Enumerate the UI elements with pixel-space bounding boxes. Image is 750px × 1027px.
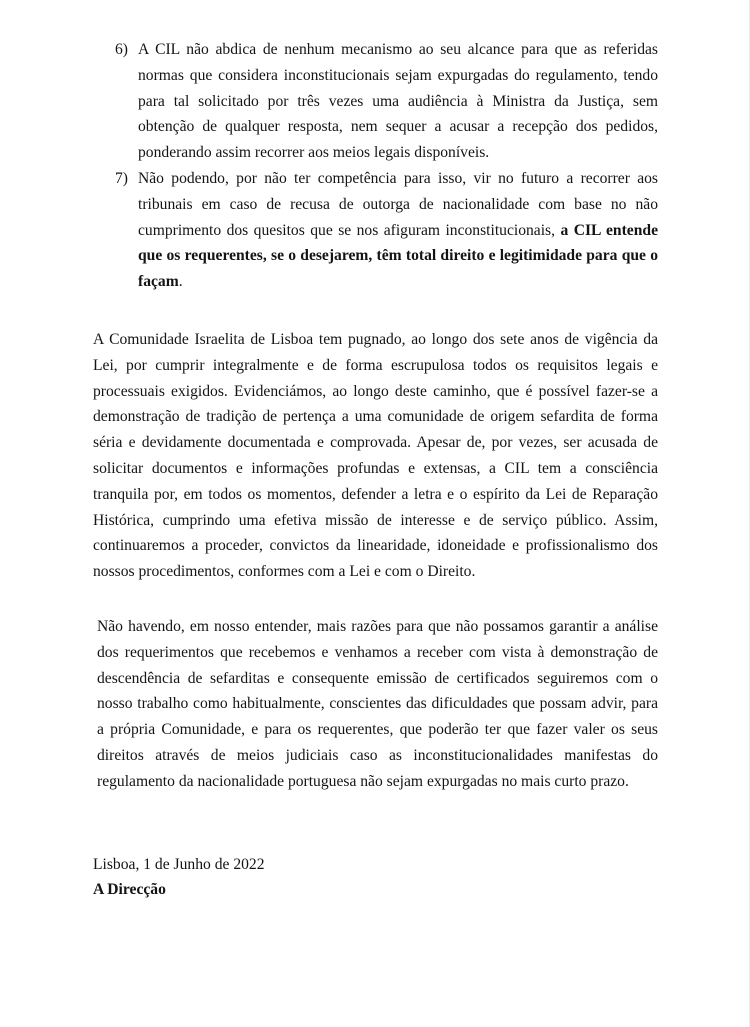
spacer [93, 295, 658, 327]
list-item-7 [93, 166, 658, 295]
list-number: 7) [115, 169, 128, 187]
document-body [93, 37, 658, 903]
list-item-text-end: . [178, 273, 183, 291]
list-item-text: Não podendo, por não ter competência para isso, vir no futuro a recorrer aos tribunais em caso de recusa de outorga de nacionalidade com base no não cumprimento dos quesitos que se nos afiguram inconstitucionais, [138, 169, 658, 239]
list-item-bold-text: a CIL entende que os requerentes, se o desejarem, têm total direito e legitimidade para que o façam [138, 221, 658, 291]
spacer [93, 585, 658, 614]
list-item-6 [93, 37, 658, 166]
list-item-text: A CIL não abdica de nenhum mecanismo ao seu alcance para que as referidas normas que considera inconstitucionais sejam expurgadas do regulamento, tendo para tal solicitado por três vezes uma audiência à Ministra da Justiça, sem obtenção de qualquer resposta, nem sequer a acusar a recepção dos pedidos, ponderando assim recorrer aos meios legais disponíveis. [138, 41, 658, 162]
paragraph-cil-compliance: A Comunidade Israelita de Lisboa tem pugnado, ao longo dos sete anos de vigência da Lei, por cumprir integralmente e de forma escrupulosa todos os requisitos legais e processuais exigidos. Evidenciámos, ao longo deste caminho, que é possível fazer-se a demonstração de tradição de pertença a uma comunidade de origem sefardita de forma séria e devidamente documentada e comprovada. Apesar de, por vezes, ser acusada de solicitar documentos e informações profundas e extensas, a CIL tem a consciência tranquila por, em todos os momentos, defender a letra e o espírito da Lei de Reparação Histórica, cumprindo uma efetiva missão de interesse e de serviço público. Assim, continuaremos a proceder, convictos da linearidade, idoneidade e profissionalismo dos nossos procedimentos, conformes com a Lei e com o Direito. [93, 330, 658, 581]
list-number: 6) [115, 41, 128, 58]
paragraph-continuation: Não havendo, em nosso entender, mais razões para que não possamos garantir a análise dos requerimentos que recebemos e venhamos a receber com vista à demonstração de descendência de sefarditas e consequente emissão de certificados seguiremos com o nosso trabalho como habitualmente, conscientes das dificuldades que possam advir, para a própria Comunidade, e para os requerentes, que poderão ter que fazer valer os seus direitos através de meios judiciais caso as inconstitucionalidades manifestas do regulamento da nacionalidade portuguesa não sejam expurgadas no mais curto prazo. [97, 617, 658, 790]
spacer [93, 795, 658, 852]
numbered-list [93, 37, 658, 295]
place-date: Lisboa, 1 de Junho de 2022 [93, 855, 265, 873]
signatory: A Direcção [93, 881, 166, 899]
